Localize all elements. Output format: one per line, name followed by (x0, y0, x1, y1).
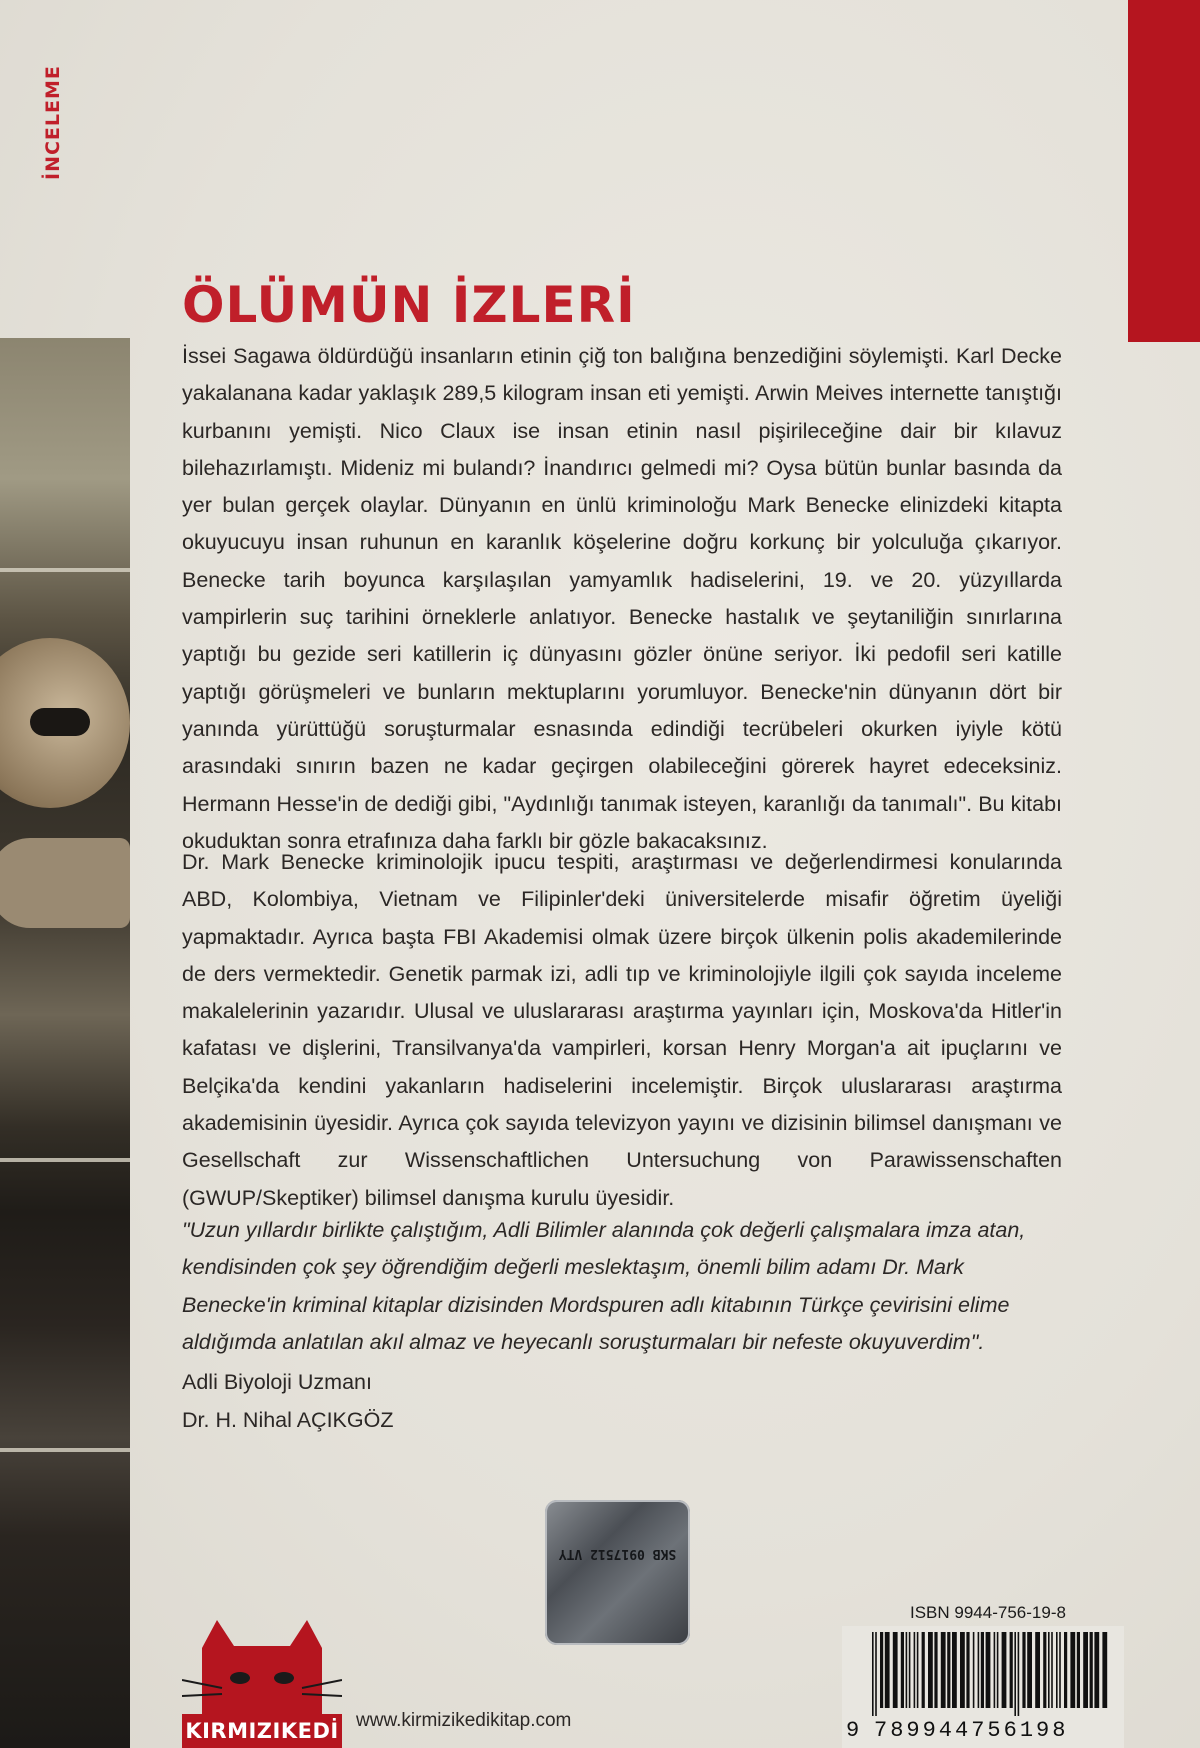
barcode-bar (872, 1632, 874, 1716)
barcode-bar (1048, 1632, 1050, 1708)
photo-band (0, 1158, 130, 1162)
barcode-bar (1090, 1632, 1093, 1708)
barcode-bar (1018, 1632, 1020, 1716)
barcode-bar (952, 1632, 957, 1708)
hologram-text: SKB 0917512 VTY (558, 1546, 677, 1561)
barcode-bars (872, 1632, 1112, 1716)
barcode (842, 1626, 1124, 1748)
barcode-bar (922, 1632, 925, 1708)
barcode-bar (941, 1632, 946, 1708)
barcode-bar (1022, 1632, 1025, 1708)
barcode-bar (1027, 1632, 1032, 1708)
photo-band (0, 568, 130, 572)
barcode-bar (1002, 1632, 1007, 1708)
endorsement-quote: "Uzun yıllardır birlikte çalıştığım, Adli Bilimler alanında çok değerli çalışmalara imza atan, kendisinden çok şey öğrendiğim değerli meslektaşım, önemli bilim adamı Dr. Mark Benecke'in kriminal kitaplar dizisinden Mordspuren adlı kitabının Türkçe çevirisini elime aldığımda anlatılan akıl almaz ve heyecanlı soruşturmaları bir nefeste okuyuverdim". (182, 1218, 1026, 1354)
barcode-bar (893, 1632, 898, 1708)
barcode-bar (1059, 1632, 1061, 1708)
category-label: İNCELEME (42, 65, 64, 180)
barcode-bar (978, 1632, 980, 1708)
publisher-website: www.kirmizikedikitap.com (356, 1710, 572, 1731)
photo-band (0, 1448, 130, 1452)
cat-logo-icon (182, 1618, 342, 1718)
barcode-bar (1043, 1632, 1046, 1708)
barcode-bar (997, 1632, 999, 1708)
barcode-lead-digit: 9 (846, 1718, 860, 1743)
barcode-bar (960, 1632, 965, 1708)
barcode-bar (875, 1632, 877, 1716)
endorser-name: Dr. H. Nihal AÇIKGÖZ (182, 1408, 394, 1432)
barcode-bar (1010, 1632, 1013, 1708)
endorser-role: Adli Biyoloji Uzmanı (182, 1370, 372, 1394)
barcode-bar (1077, 1632, 1080, 1708)
author-photo-strip (0, 338, 130, 1748)
barcode-bar (928, 1632, 933, 1708)
barcode-bar (1064, 1632, 1067, 1708)
barcode-bar (917, 1632, 919, 1708)
barcode-bar (885, 1632, 890, 1708)
publisher-name: KIRMIZIKEDİ (182, 1714, 342, 1748)
barcode-bar (986, 1632, 991, 1708)
barcode-bar (1035, 1632, 1040, 1708)
red-accent-strip (1128, 0, 1200, 342)
barcode-bar (1094, 1632, 1099, 1708)
photo-arm (0, 838, 130, 928)
photo-glasses (30, 708, 90, 736)
barcode-bar (1102, 1632, 1107, 1708)
barcode-bar (934, 1632, 937, 1708)
book-title: ÖLÜMÜN İZLERİ (182, 276, 636, 334)
barcode-bar (1051, 1632, 1053, 1708)
barcode-bar (901, 1632, 904, 1708)
barcode-bar (914, 1632, 916, 1708)
barcode-bar (1014, 1632, 1016, 1716)
isbn-label: ISBN 9944-756-19-8 (910, 1603, 1066, 1622)
barcode-bar (994, 1632, 996, 1708)
barcode-bar (981, 1632, 984, 1708)
barcode-bar (1056, 1632, 1058, 1708)
barcode-bar (909, 1632, 911, 1708)
barcode-bar (966, 1632, 969, 1708)
barcode-digits: 789944756198 (874, 1718, 1069, 1743)
intro-paragraph: İssei Sagawa öldürdüğü insanların etinin çiğ ton balığına benzediğini söylemişti. Karl Decke yakalanana kadar yaklaşık 289,5 kilogram insan eti yemişti. Arwin Meives internette tanıştığı kurbanını yemişti. Nico Claux ise insan etinin nasıl pişirileceğine dair bir kılavuz bilehazırlamıştı. Mideniz mi bulandı? İnandırıcı gelmedi mi? Oysa bütün bunlar basında da yer bulan gerçek olaylar. Dünyanın en ünlü kriminoloğu Mark Benecke elinizdeki kitapta okuyucuyu insan ruhunun en karanlık köşelerine doğru korkunç bir yolculuğa çıkarıyor. Benecke tarih boyunca karşılaşılan yamyamlık hadiselerini, 19. ve 20. yüzyıllarda vampirlerin suç tarihini örneklerle anlatıyor. Benecke hastalık ve şeytaniliğin sınırlarına yaptığı bu gezide seri katillerin iç dünyasını gözler önüne seriyor. İki pedofil seri katille yaptığı görüşmeleri ve bunların mektuplarını yorumluyor. Benecke'nin dünyanın dört bir yanında yürüttüğü soruşturmalar esnasında edindiği tecrübeleri okurken iyiyle kötü arasındaki sınırın bazen ne kadar geçirgen olabileceğini görerek hayret edeceksiniz. Hermann Hesse'in de dediği gibi, "Aydınlığı tanımak isteyen, karanlığı da tanımalı". Bu kitabı okuduktan sonra etrafınıza daha farklı bir gözle bakacaksınız. (182, 344, 1062, 853)
author-bio-paragraph: Dr. Mark Benecke kriminolojik ipucu tespiti, araştırması ve değerlendirmesi konularında ABD, Kolombiya, Vietnam ve Filipinler'deki üniversitelerde misafir öğretim üyeliği yapmaktadır. Ayrıca başta FBI Akademisi olmak üzere birçok ülkenin polis akademilerinde de ders vermektedir. Genetik parmak izi, adli tıp ve kriminolojiyle ilgili çok sayıda inceleme makalelerinin yazarıdır. Ulusal ve uluslararası araştırma yayınları için, Moskova'da Hitler'in kafatası ve dişlerini, Transilvanya'da vampirleri, korsan Henry Morgan'a ait ipuçlarını ve Belçika'da kendini yakanların hadiselerini incelemiştir. Birçok uluslararası araştırma akademisinin üyesidir. Ayrıca çok sayıda televizyon yayını ve dizisinin bilimsel danışmanı ve Gesellschaft zur Wissenschaftlichen Untersuchung von Parawissenschaften (GWUP/Skeptiker) bilimsel danışma kurulu üyesidir. (182, 850, 1062, 1210)
security-hologram (545, 1500, 690, 1645)
barcode-bar (880, 1632, 883, 1708)
barcode-bar (947, 1632, 950, 1708)
barcode-bar (1070, 1632, 1075, 1708)
barcode-bar (973, 1632, 975, 1708)
barcode-bar (906, 1632, 908, 1708)
publisher-logo (182, 1618, 342, 1748)
barcode-bar (1083, 1632, 1088, 1708)
